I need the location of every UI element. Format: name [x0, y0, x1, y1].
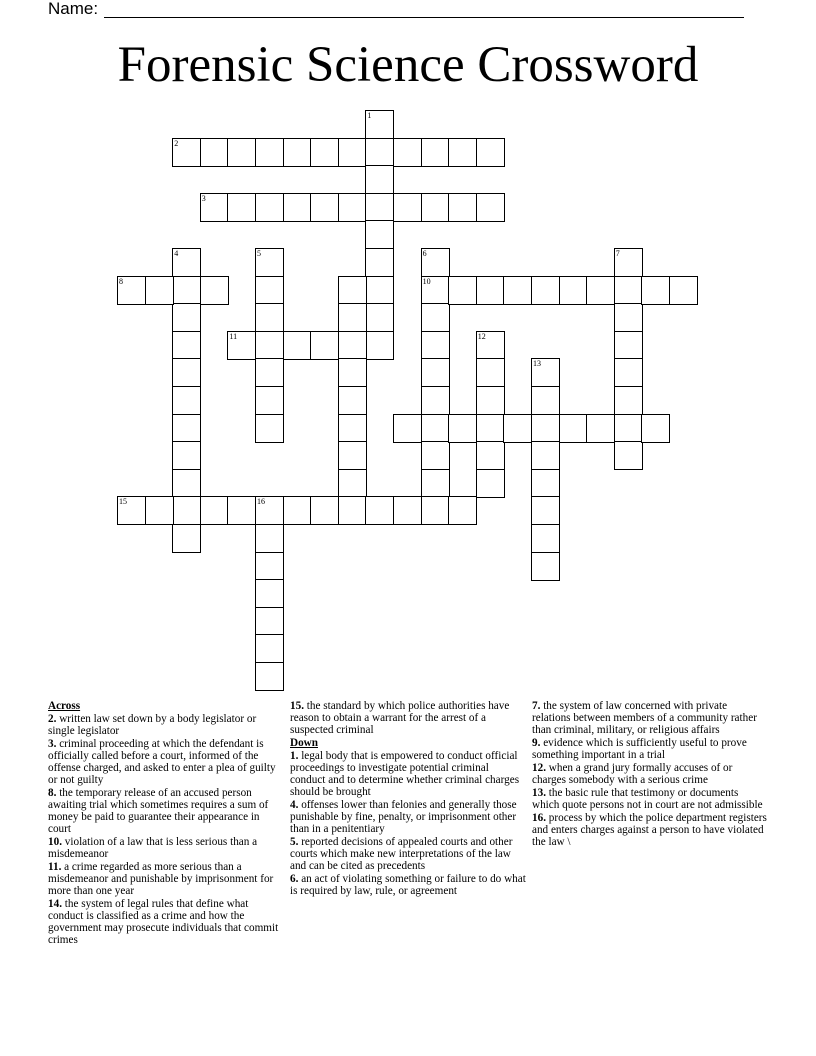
grid-cell[interactable] — [255, 331, 284, 360]
grid-cell[interactable] — [476, 386, 505, 415]
cell-number: 3 — [201, 193, 206, 203]
grid-cell[interactable] — [476, 193, 505, 222]
grid-cell[interactable] — [200, 496, 229, 525]
grid-cell[interactable] — [393, 414, 422, 443]
grid-cell[interactable] — [227, 138, 256, 167]
cell-number: 4 — [174, 249, 179, 258]
grid-cell[interactable] — [310, 496, 339, 525]
grid-cell[interactable] — [172, 524, 201, 553]
grid-cell[interactable] — [255, 138, 284, 167]
grid-cell[interactable] — [614, 331, 643, 360]
grid-cell[interactable] — [641, 276, 670, 305]
down-header: Down — [290, 737, 318, 749]
grid-cell[interactable] — [255, 248, 284, 277]
cell-number: 11 — [229, 331, 238, 341]
clue-down-4: 4. offenses lower than felonies and generally those punishable by fine, penalty, or imprisonment other than in a penitentiary — [290, 799, 517, 835]
grid-cell[interactable] — [393, 496, 422, 525]
grid-cell[interactable] — [172, 496, 201, 525]
grid-cell[interactable] — [421, 496, 450, 525]
grid-cell[interactable] — [448, 276, 477, 305]
clue-column-3 — [532, 700, 768, 849]
grid-cell[interactable] — [669, 276, 698, 305]
clue-across-3: 3. criminal proceeding at which the defendant is officially called before a court, informed of the offense charged, and asked to enter a plea of guilty or not guilty — [48, 738, 276, 786]
grid-cell[interactable] — [227, 496, 256, 525]
grid-cell[interactable] — [255, 607, 284, 636]
grid-cell[interactable] — [172, 331, 201, 360]
cell-number: 2 — [174, 138, 179, 148]
grid-cell[interactable] — [365, 138, 394, 167]
grid-cell[interactable] — [310, 331, 339, 360]
grid-cell[interactable] — [559, 414, 588, 443]
clue-across-2: 2. written law set down by a body legislator or single legislator — [48, 713, 257, 737]
grid-cell[interactable] — [365, 220, 394, 249]
grid-cell[interactable] — [255, 276, 284, 305]
grid-cell[interactable] — [476, 441, 505, 470]
cell-number: 6 — [422, 249, 427, 258]
clue-down-16: 16. process by which the police department registers and enters charges against a person to have violated the law \ — [532, 812, 767, 848]
grid-cell[interactable] — [476, 358, 505, 387]
grid-cell[interactable] — [586, 276, 615, 305]
grid-cell[interactable] — [559, 276, 588, 305]
grid-cell[interactable] — [393, 138, 422, 167]
cell-number: 7 — [615, 249, 620, 258]
grid-cell[interactable] — [365, 276, 394, 305]
grid-cell[interactable] — [365, 303, 394, 332]
grid-cell[interactable] — [255, 386, 284, 415]
grid-cell[interactable] — [365, 248, 394, 277]
grid-cell[interactable] — [338, 138, 367, 167]
grid-cell[interactable] — [338, 303, 367, 332]
clue-down-1: 1. legal body that is empowered to conduct official proceedings to investigate potential criminal conduct and to determine whether criminal charges should be brought — [290, 750, 520, 798]
grid-cell[interactable] — [172, 469, 201, 498]
name-label: Name: — [48, 0, 99, 18]
grid-cell[interactable] — [531, 276, 560, 305]
clue-down-9: 9. evidence which is sufficiently useful to prove something important in a trial — [532, 737, 747, 761]
grid-cell[interactable] — [421, 276, 450, 305]
grid-cell[interactable] — [476, 331, 505, 360]
grid-cell[interactable] — [614, 303, 643, 332]
grid-cell[interactable] — [365, 496, 394, 525]
grid-cell[interactable] — [117, 496, 146, 525]
grid-cell[interactable] — [614, 248, 643, 277]
clue-across-8: 8. the temporary release of an accused person awaiting trial which sometimes requires a sum of money be paid to guarantee their appearance in court — [48, 787, 269, 835]
grid-cell[interactable] — [421, 469, 450, 498]
grid-cell[interactable] — [145, 276, 174, 305]
grid-cell[interactable] — [255, 358, 284, 387]
grid-cell[interactable] — [448, 496, 477, 525]
grid-cell[interactable] — [503, 276, 532, 305]
grid-cell[interactable] — [614, 358, 643, 387]
grid-cell[interactable] — [338, 386, 367, 415]
grid-cell[interactable] — [283, 138, 312, 167]
cell-number: 1 — [367, 111, 372, 120]
grid-cell[interactable] — [421, 441, 450, 470]
grid-cell[interactable] — [476, 469, 505, 498]
grid-cell[interactable] — [172, 386, 201, 415]
clue-across-11: 11. a crime regarded as more serious than a misdemeanor and punishable by imprisonment for more than one year — [48, 861, 274, 897]
grid-cell[interactable] — [338, 469, 367, 498]
grid-cell[interactable] — [531, 414, 560, 443]
grid-cell[interactable] — [338, 193, 367, 222]
page-title: Forensic Science Crossword — [117, 37, 699, 93]
grid-cell[interactable] — [310, 193, 339, 222]
grid-cell[interactable] — [338, 331, 367, 360]
grid-cell[interactable] — [338, 496, 367, 525]
grid-cell[interactable] — [172, 358, 201, 387]
clue-down-6: 6. an act of violating something or failure to do what is required by law, rule, or agreement — [290, 873, 526, 897]
grid-cell[interactable] — [448, 193, 477, 222]
grid-cell[interactable] — [172, 138, 201, 167]
across-header: Across — [48, 700, 81, 712]
cell-number: 8 — [119, 276, 123, 286]
grid-cell[interactable] — [531, 386, 560, 415]
grid-cell[interactable] — [365, 193, 394, 222]
grid-cell[interactable] — [393, 193, 422, 222]
grid-cell[interactable] — [172, 276, 201, 305]
grid-cell[interactable] — [421, 414, 450, 443]
grid-cell[interactable] — [421, 138, 450, 167]
grid-cell[interactable] — [255, 579, 284, 608]
grid-cell[interactable] — [200, 138, 229, 167]
cell-number: 13 — [533, 359, 541, 369]
clue-down-5: 5. reported decisions of appealed courts and other courts which make new interpretations of the law and can be cited as precedents — [290, 836, 513, 872]
grid-cell[interactable] — [338, 441, 367, 470]
grid-cell[interactable] — [421, 303, 450, 332]
grid-cell[interactable] — [421, 386, 450, 415]
grid-cell[interactable] — [255, 524, 284, 553]
grid-cell[interactable] — [338, 276, 367, 305]
clue-down-7: 7. the system of law concerned with private relations between members of a community rather than criminal, military, or religious affairs — [532, 700, 757, 736]
grid-cell[interactable] — [255, 496, 284, 525]
grid-cell[interactable] — [255, 303, 284, 332]
grid-cell[interactable] — [421, 331, 450, 360]
grid-cell[interactable] — [227, 331, 256, 360]
grid-cell[interactable] — [172, 441, 201, 470]
grid-cell[interactable] — [614, 276, 643, 305]
grid-cell[interactable] — [531, 469, 560, 498]
cell-number: 10 — [422, 276, 431, 286]
grid-cell[interactable] — [172, 414, 201, 443]
grid-cell[interactable] — [200, 193, 229, 222]
grid-cell[interactable] — [227, 193, 256, 222]
grid-cell[interactable] — [365, 110, 394, 139]
clue-down-13: 13. the basic rule that testimony or documents which quote persons not in court are not admissible — [532, 787, 763, 811]
grid-cell[interactable] — [448, 138, 477, 167]
grid-cell[interactable] — [255, 193, 284, 222]
grid-cell[interactable] — [338, 358, 367, 387]
clue-column-2 — [290, 700, 526, 898]
grid-cell[interactable] — [172, 303, 201, 332]
clue-column-1 — [48, 700, 284, 947]
grid-cell[interactable] — [255, 634, 284, 663]
grid-cell[interactable] — [255, 662, 284, 691]
grid-cell[interactable] — [172, 248, 201, 277]
grid-cell[interactable] — [200, 276, 229, 305]
grid-cell[interactable] — [310, 138, 339, 167]
grid-cell[interactable] — [448, 414, 477, 443]
grid-cell[interactable] — [531, 496, 560, 525]
grid-cell[interactable] — [283, 331, 312, 360]
clue-across-15: 15. the standard by which police authorities have reason to obtain a warrant for the arrest of a suspected criminal — [290, 700, 510, 736]
grid-cell[interactable] — [476, 276, 505, 305]
grid-cell[interactable] — [255, 552, 284, 581]
grid-cell[interactable] — [614, 386, 643, 415]
grid-cell[interactable] — [421, 248, 450, 277]
grid-cell[interactable] — [365, 331, 394, 360]
grid-cell[interactable] — [145, 496, 174, 525]
grid-cell[interactable] — [255, 414, 284, 443]
grid-cell[interactable] — [614, 441, 643, 470]
cell-number: 15 — [119, 497, 127, 507]
grid-cell[interactable] — [283, 193, 312, 222]
grid-cell[interactable] — [586, 414, 615, 443]
clue-down-12: 12. when a grand jury formally accuses of or charges somebody with a serious crime — [532, 762, 733, 786]
grid-cell[interactable] — [476, 414, 505, 443]
grid-cell[interactable] — [283, 496, 312, 525]
grid-cell[interactable] — [421, 193, 450, 222]
grid-cell[interactable] — [503, 414, 532, 443]
cell-number: 12 — [477, 331, 486, 341]
grid-cell[interactable] — [476, 138, 505, 167]
grid-cell[interactable] — [338, 414, 367, 443]
cell-number: 5 — [257, 249, 261, 258]
grid-cell[interactable] — [531, 552, 560, 581]
grid-cell[interactable] — [365, 165, 394, 194]
grid-cell[interactable] — [531, 358, 560, 387]
grid-cell[interactable] — [421, 358, 450, 387]
grid-cell[interactable] — [531, 441, 560, 470]
cell-number: 16 — [257, 497, 265, 507]
grid-cell[interactable] — [117, 276, 146, 305]
grid-cell[interactable] — [641, 414, 670, 443]
grid-cell[interactable] — [531, 524, 560, 553]
grid-cell[interactable] — [614, 414, 643, 443]
clue-across-10: 10. violation of a law that is less serious than a misdemeanor — [48, 836, 258, 860]
clue-across-14: 14. the system of legal rules that define what conduct is classified as a crime and how the government may prosecute individuals that commit crimes — [48, 898, 279, 946]
